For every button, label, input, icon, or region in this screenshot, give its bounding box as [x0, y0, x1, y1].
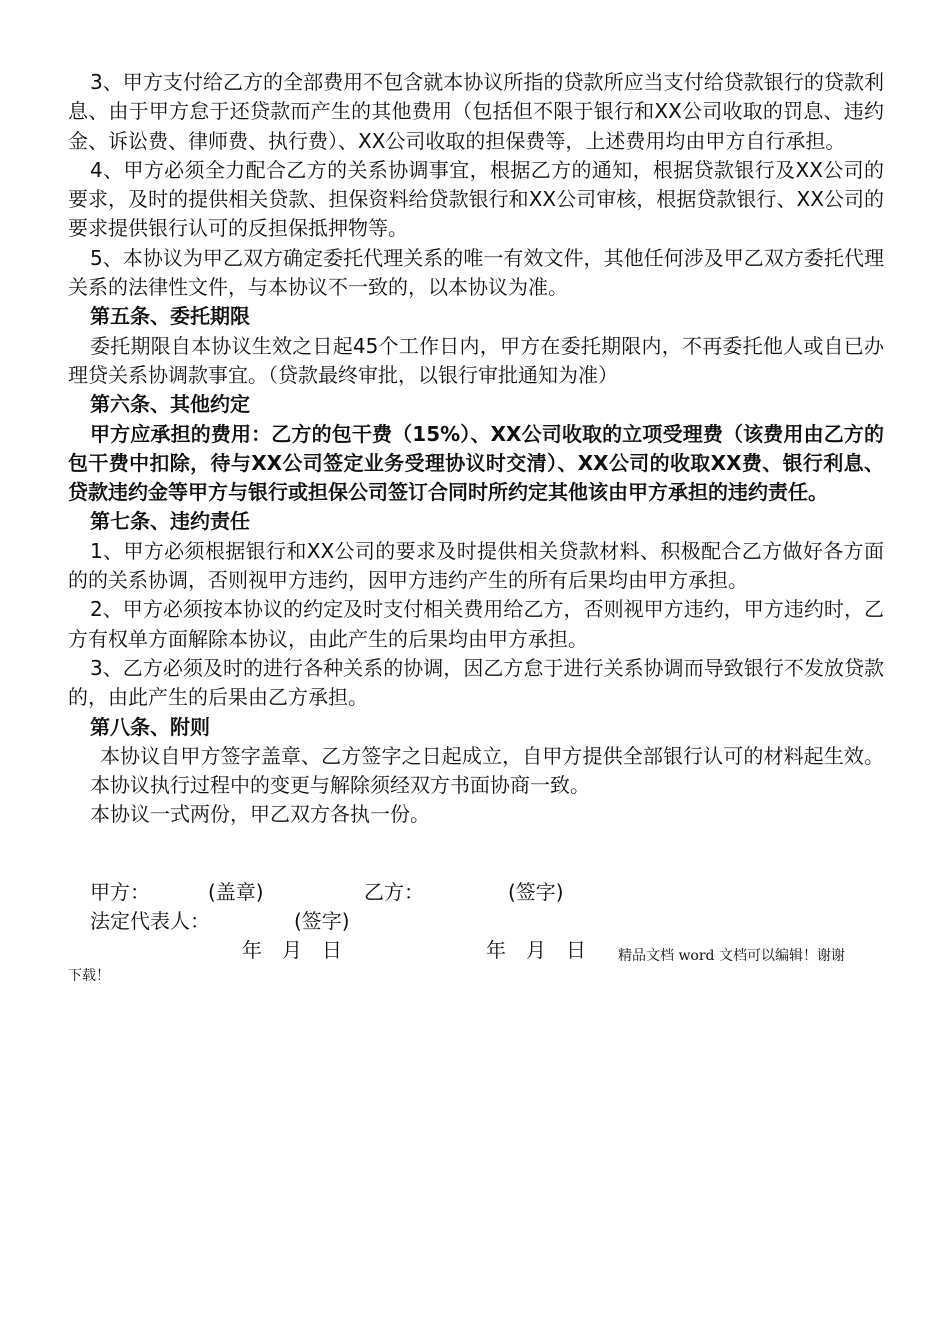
date-party-b: 年 月 日	[486, 937, 586, 962]
article-5-body: 委托期限自本协议生效之日起45个工作日内，甲方在委托期限内，不再委托他人或自已办理贷关系协调款事宜。（贷款最终审批，以银行审批通知为准）	[68, 333, 884, 387]
article-7-item-2: 2、甲方必须按本协议的约定及时支付相关费用给乙方，否则视甲方违约，甲方违约时，乙方有权单方面解除本协议，由此产生的后果均由甲方承担。	[68, 597, 884, 651]
article-7-item-3: 3、乙方必须及时的进行各种关系的协调，因乙方怠于进行关系协调而导致银行不发放贷款的，由此产生的后果由乙方承担。	[68, 655, 884, 710]
article-8-heading: 第八条、附则	[90, 714, 210, 739]
footer-note: 精品文档 word 文档可以编辑！谢谢	[618, 947, 845, 964]
article-8-copies: 本协议一式两份，甲乙双方各执一份。	[90, 802, 430, 827]
party-b-label: 乙方：	[364, 879, 424, 904]
clause-5-paragraph: 5、本协议为甲乙双方确定委托代理关系的唯一有效文件，其他任何涉及甲乙双方委托代理关系的法律性文件，与本协议不一致的，以本协议为准。	[68, 245, 884, 300]
party-a-label: 甲方：	[90, 879, 150, 904]
party-a-seal: (盖章)	[208, 879, 264, 904]
signature-block	[68, 878, 884, 986]
clause-3-paragraph: 3、甲方支付给乙方的全部费用不包含就本协议所指的贷款所应当支付给贷款银行的贷款利息、由于甲方怠于还贷款而产生的其他费用（包括但不限于银行和XX公司收取的罚息、违约金、诉讼费、律师费、执行费）、XX公司收取的担保费等，上述费用均由甲方自行承担。	[68, 70, 884, 153]
footer-note-continued: 下载！	[68, 967, 110, 984]
article-6-body: 甲方应承担的费用：乙方的包干费（15%）、XX公司收取的立项受理费（该费用由乙方的包干费中扣除，待与XX公司签定业务受理协议时交清）、XX公司的收取XX费、银行利息、贷款违约金等甲方与银行或担保公司签订合同时所约定其他该由甲方承担的违约责任。	[68, 421, 884, 505]
article-6-heading: 第六条、其他约定	[90, 392, 250, 417]
article-5-heading: 第五条、委托期限	[90, 304, 250, 329]
article-8-body: 本协议自甲方签字盖章、乙方签字之日起成立，自甲方提供全部银行认可的材料起生效。本协议执行过程中的变更与解除须经双方书面协商一致。	[90, 743, 884, 798]
signature-row-parties	[68, 878, 884, 907]
article-7-item-1: 1、甲方必须根据银行和XX公司的要求及时提供相关贷款材料、积极配合乙方做好各方面的的关系协调，否则视甲方违约，因甲方违约产生的所有后果均由甲方承担。	[68, 538, 884, 593]
article-7-heading: 第七条、违约责任	[90, 509, 250, 534]
clause-4-paragraph: 4、甲方必须全力配合乙方的关系协调事宜，根据乙方的通知，根据贷款银行及XX公司的要求，及时的提供相关贷款、担保资料给贷款银行和XX公司审核，根据贷款银行、XX公司的要求提供银行认可的反担保抵押物等。	[68, 157, 884, 241]
document-page	[68, 68, 884, 986]
signature-row-dates	[68, 936, 884, 966]
party-b-sign: (签字)	[508, 879, 564, 904]
legal-rep-label: 法定代表人：	[90, 908, 210, 933]
legal-rep-sign: (签字)	[294, 908, 350, 933]
date-party-a: 年 月 日	[242, 937, 342, 962]
signature-row-legal-rep	[68, 907, 884, 936]
